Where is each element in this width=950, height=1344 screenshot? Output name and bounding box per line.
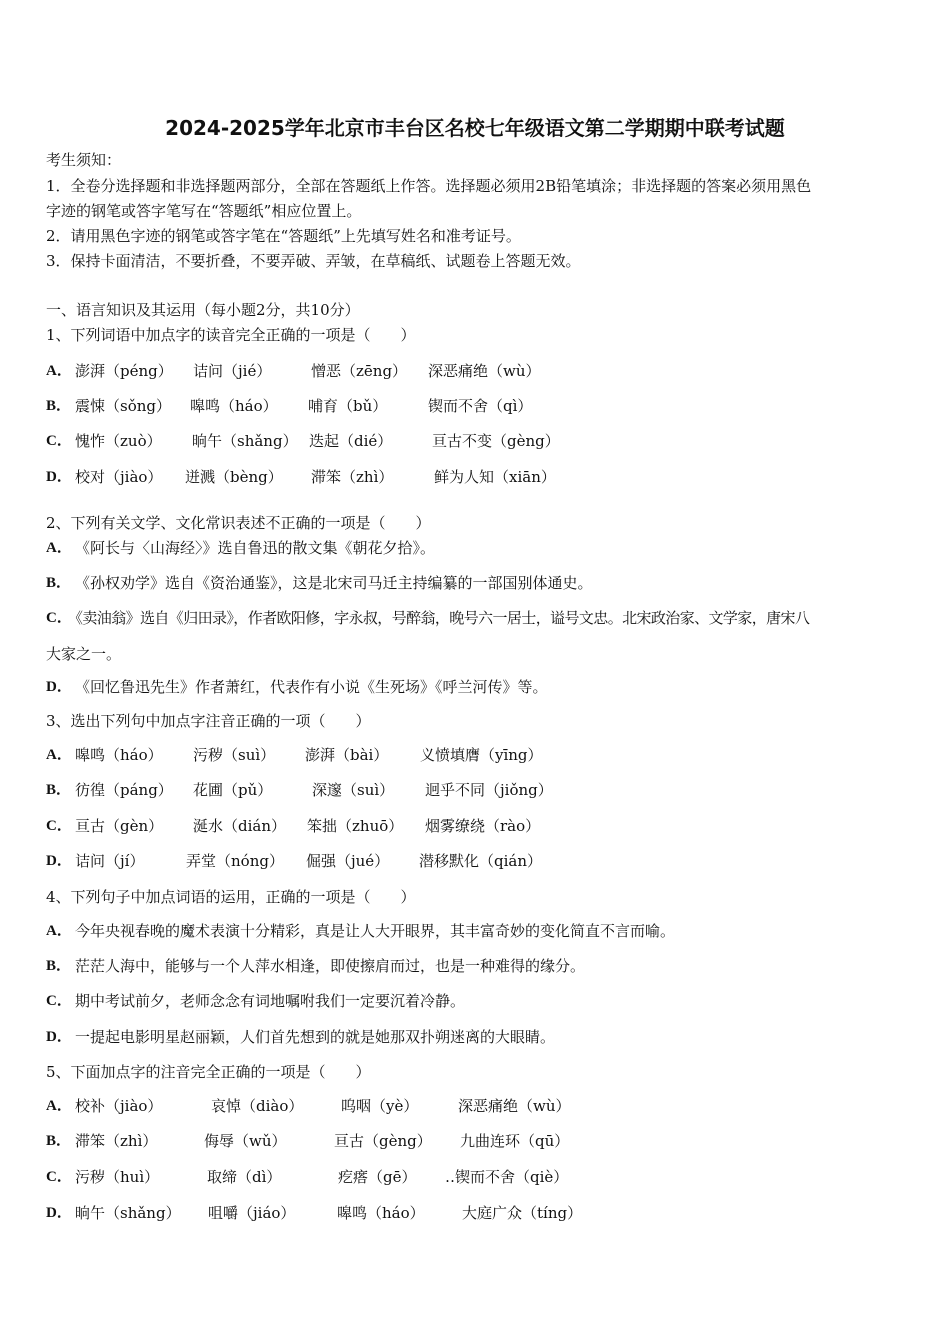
option-label: D．: [46, 1205, 72, 1221]
option-item: 迥乎不同（jiǒng）: [425, 781, 553, 799]
option-item: 义愤填膺（yīng）: [420, 746, 543, 764]
option-item: 哀悼（diào）: [211, 1097, 304, 1115]
option-item: 澎湃（bài）: [305, 746, 389, 764]
option-item: 花圃（pǔ）: [193, 781, 273, 799]
option-text: 《孙权劝学》选自《资治通鉴》，这是北宋司马迁主持编纂的一部国别体通史。: [75, 574, 593, 592]
option-item: 滞笨（zhì）: [311, 468, 394, 486]
option-item: 笨拙（zhuō）: [307, 817, 404, 835]
notice-item: 1．全卷分选择题和非选择题两部分，全部在答题纸上作答。选择题必须用2B铅笔填涂；非选择题的答案必须用黑色: [46, 177, 812, 195]
option-label: D．: [46, 469, 72, 485]
option-item: 倔强（jué）: [306, 852, 390, 870]
option-item: 涎水（dián）: [193, 817, 287, 835]
option-label: A．: [46, 923, 72, 939]
option-item: 诘问（jí）: [75, 852, 145, 870]
option-text: 茫茫人海中，能够与一个人萍水相逢，即使擦肩而过，也是一种难得的缘分。: [75, 957, 586, 975]
notice-item: 3．保持卡面清洁，不要折叠，不要弄破、弄皱，在草稿纸、试题卷上答题无效。: [46, 252, 581, 270]
notice-item: 2．请用黑色字迹的钢笔或答字笔在“答题纸”上先填写姓名和准考证号。: [46, 227, 521, 245]
option-item: 诘问（jié）: [193, 362, 272, 380]
option-item: 迭起（dié）: [309, 432, 393, 450]
option-item: 疙瘩（gē）: [338, 1168, 417, 1186]
option-item: 校对（jiào）: [75, 468, 163, 486]
option-item: 九曲连环（qū）: [460, 1132, 570, 1150]
option-item: 潜移默化（qián）: [419, 852, 543, 870]
option-item: 震悚（sǒng）: [75, 397, 171, 415]
option-label: A．: [46, 747, 72, 763]
option-label: B．: [46, 1133, 72, 1149]
option-item: 迸溅（bèng）: [185, 468, 283, 486]
option-label: B．: [46, 575, 72, 591]
option-item: 鲜为人知（xiān）: [434, 468, 556, 486]
option-item: 弄堂（nóng）: [186, 852, 284, 870]
option-item: 大庭广众（tíng）: [462, 1204, 583, 1222]
option-text: 一提起电影明星赵丽颖，人们首先想到的就是她那双扑朔迷离的大眼睛。: [75, 1028, 556, 1046]
option-item: 嗥鸣（háo）: [190, 397, 278, 415]
notice-heading: 考生须知：: [46, 151, 122, 169]
option-item: 滞笨（zhì）: [75, 1132, 158, 1150]
option-item: 深恶痛绝（wù）: [458, 1097, 571, 1115]
option-label: D．: [46, 679, 72, 695]
option-label: B．: [46, 398, 72, 414]
option-item: 深邃（suì）: [312, 781, 395, 799]
section-heading: 一、语言知识及其运用（每小题2分，共10分）: [46, 301, 360, 319]
option-text: 今年央视春晚的魔术表演十分精彩，真是让人大开眼界，其丰富奇妙的变化简直不言而喻。: [75, 922, 676, 940]
option-item: 嗥鸣（háo）: [75, 746, 163, 764]
option-text: 《阿长与〈山海经〉》选自鲁迅的散文集《朝花夕拾》。: [75, 539, 436, 557]
option-label: C．: [46, 993, 72, 1009]
option-label: A．: [46, 540, 72, 556]
option-label: C．: [46, 818, 72, 834]
option-text: 《回忆鲁迅先生》作者萧红，代表作有小说《生死场》《呼兰河传》等。: [75, 678, 548, 696]
question-2-stem: 2、下列有关文学、文化常识表述不正确的一项是（ ）: [46, 514, 431, 532]
option-label: C．: [46, 1169, 72, 1185]
question-3-stem: 3、选出下列句中加点字注音正确的一项（ ）: [46, 712, 371, 730]
option-item: 呜咽（yè）: [341, 1097, 419, 1115]
question-5-stem: 5、下面加点字的注音完全正确的一项是（ ）: [46, 1063, 371, 1081]
option-item: 锲而不舍（qì）: [428, 397, 533, 415]
notice-item: 字迹的钢笔或答字笔写在“答题纸”相应位置上。: [46, 202, 362, 220]
option-item: ‥锲而不舍（qiè）: [445, 1168, 569, 1186]
option-item: 污秽（suì）: [193, 746, 276, 764]
option-item: 咀嚼（jiáo）: [208, 1204, 296, 1222]
option-item: 晌午（shǎng）: [75, 1204, 181, 1222]
option-item: 烟雾缭绕（rào）: [425, 817, 541, 835]
option-item: 哺育（bǔ）: [308, 397, 388, 415]
question-4-stem: 4、下列句子中加点词语的运用，正确的一项是（ ）: [46, 888, 416, 906]
option-item: 侮辱（wǔ）: [204, 1132, 287, 1150]
option-label: A．: [46, 1098, 72, 1114]
option-item: 晌午（shǎng）: [192, 432, 298, 450]
page-title: 2024-2025学年北京市丰台区名校七年级语文第二学期期中联考试题: [165, 116, 785, 140]
question-1-stem: 1、下列词语中加点字的读音完全正确的一项是（ ）: [46, 326, 416, 344]
option-item: 污秽（huì）: [75, 1168, 160, 1186]
option-label: D．: [46, 853, 72, 869]
option-text: 期中考试前夕，老师念念有词地嘱咐我们一定要沉着冷静。: [75, 992, 466, 1010]
option-item: 愧怍（zuò）: [75, 432, 162, 450]
option-item: 取缔（dì）: [207, 1168, 282, 1186]
option-item: 校补（jiào）: [75, 1097, 163, 1115]
option-label: B．: [46, 958, 72, 974]
option-label: A．: [46, 363, 72, 379]
option-item: 亘古（gèng）: [334, 1132, 432, 1150]
option-item: 澎湃（péng）: [75, 362, 173, 380]
option-item: 憎恶（zēng）: [311, 362, 408, 380]
option-label: C．: [46, 433, 72, 449]
option-text: 《卖油翁》选自《归田录》，作者欧阳修，字永叔，号醉翁，晚号六一居士，谥号文忠。北宋政治家、文学家，唐宋八: [68, 609, 810, 627]
option-label: B．: [46, 782, 72, 798]
option-item: 亘古（gèn）: [75, 817, 164, 835]
option-text-continued: 大家之一。: [46, 645, 122, 663]
option-label: C．: [46, 610, 72, 626]
option-item: 深恶痛绝（wù）: [428, 362, 541, 380]
option-item: 嗥鸣（háo）: [337, 1204, 425, 1222]
option-item: 彷徨（páng）: [75, 781, 173, 799]
option-item: 亘古不变（gèng）: [432, 432, 560, 450]
option-label: D．: [46, 1029, 72, 1045]
